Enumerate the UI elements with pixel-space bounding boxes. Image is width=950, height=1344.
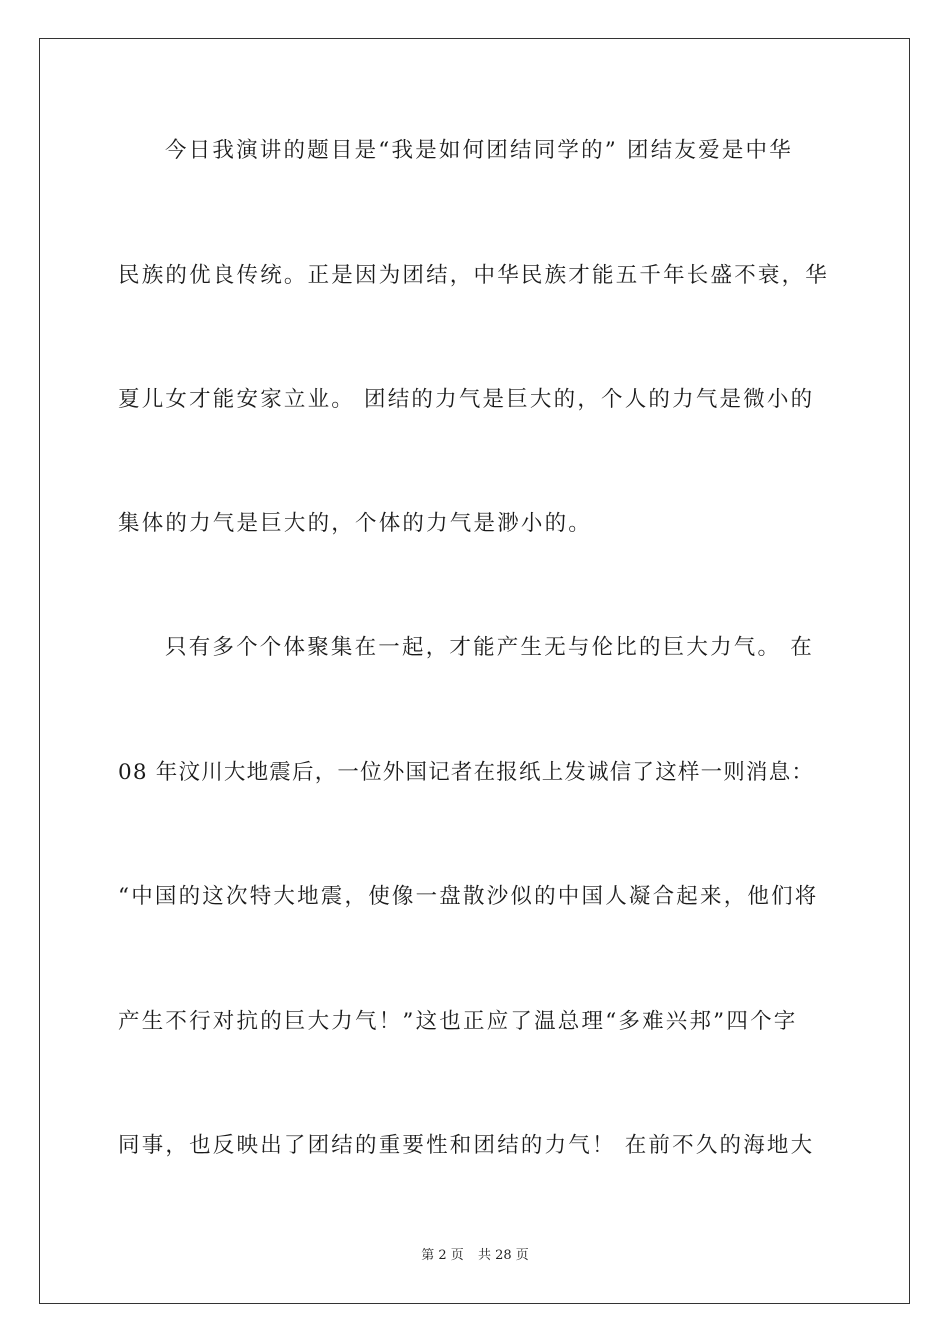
paragraph-line-6: 08 年汶川大地震后，一位外国记者在报纸上发诚信了这样一则消息： (118, 760, 815, 785)
paragraph-line-7: “中国的这次特大地震，使像一盘散沙似的中国人凝合起来，他们将 (118, 884, 819, 909)
paragraph-line-8: 产生不行对抗的巨大力气！”这也正应了温总理“多难兴邦”四个字 (118, 1009, 798, 1034)
paragraph-line-1: 今日我演讲的题目是“我是如何团结同学的” 团结友爱是中华 (165, 138, 793, 163)
page-total: 共 28 页 (477, 1248, 529, 1263)
paragraph-line-4: 集体的力气是巨大的，个体的力气是渺小的。 (118, 511, 593, 536)
paragraph-line-5: 只有多个个体聚集在一起，才能产生无与伦比的巨大力气。 在 (165, 635, 814, 660)
page-footer (0, 1248, 950, 1264)
paragraph-line-3: 夏儿女才能安家立业。 团结的力气是巨大的，个人的力气是微小的 (118, 387, 815, 412)
page-border (39, 38, 910, 1304)
paragraph-line-2: 民族的优良传统。正是因为团结，中华民族才能五千年长盛不衰，华 (118, 263, 830, 288)
page-number: 第 2 页 (421, 1248, 464, 1263)
paragraph-line-9: 同事，也反映出了团结的重要性和团结的力气！ 在前不久的海地大 (118, 1133, 815, 1158)
